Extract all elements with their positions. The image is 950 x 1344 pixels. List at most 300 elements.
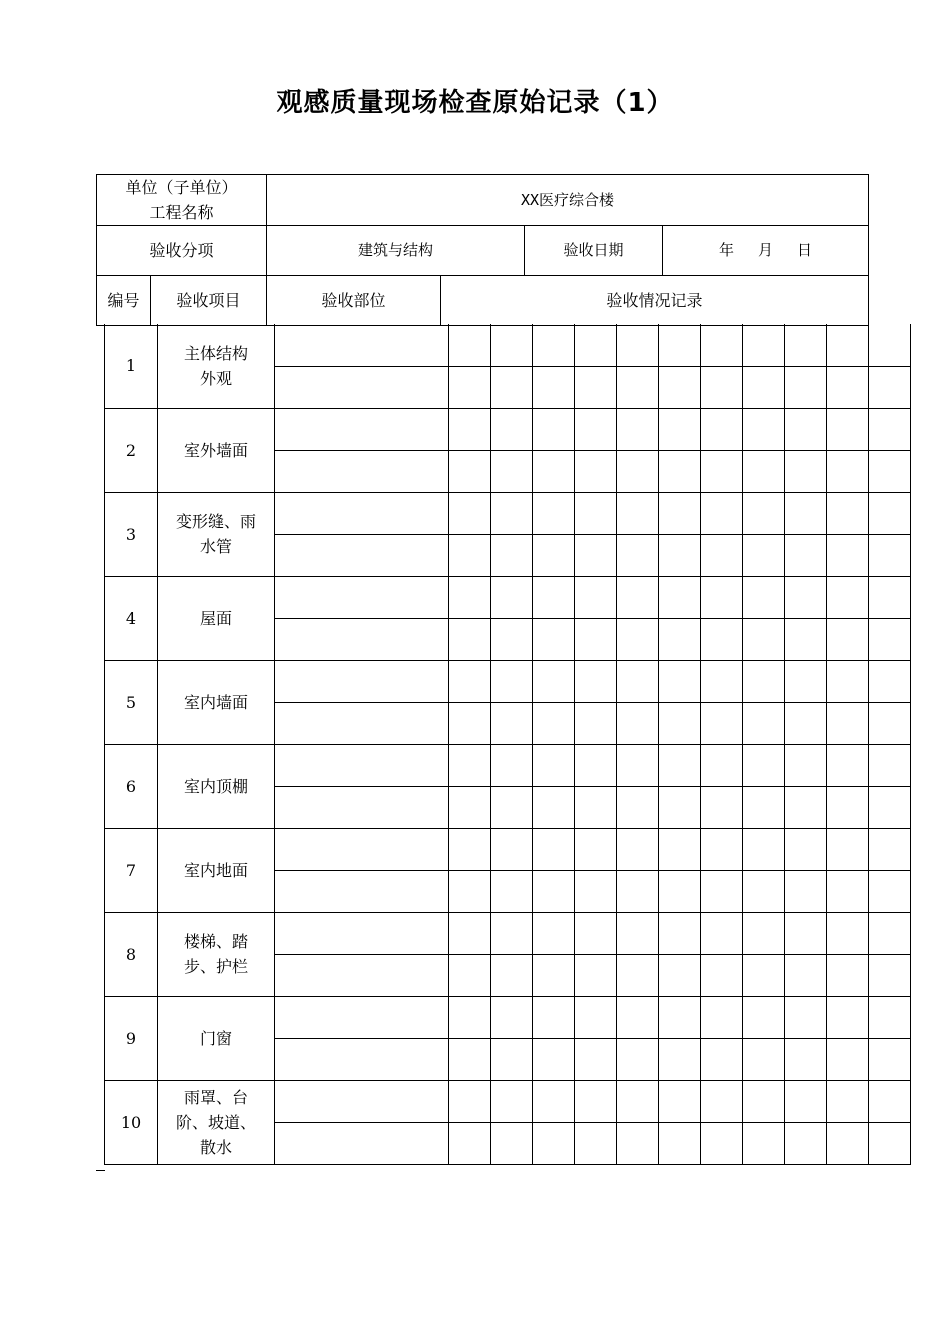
record-cell[interactable] (659, 618, 701, 660)
record-cell[interactable] (533, 408, 575, 450)
record-cell[interactable] (533, 1122, 575, 1164)
record-cell[interactable] (533, 576, 575, 618)
item-name-line: 屋面 (199, 608, 232, 628)
record-cell[interactable] (701, 492, 743, 534)
record-cell[interactable] (533, 912, 575, 954)
record-cell[interactable] (785, 912, 827, 954)
record-cell[interactable] (575, 492, 617, 534)
record-cell[interactable] (869, 744, 911, 786)
project-name-field[interactable]: XX医疗综合楼 (267, 175, 869, 226)
record-cell[interactable] (533, 828, 575, 870)
record-cell[interactable] (491, 1122, 533, 1164)
record-cell[interactable] (491, 912, 533, 954)
record-cell[interactable] (449, 912, 491, 954)
location-cell[interactable] (275, 660, 449, 702)
item-number: 2 (105, 408, 158, 492)
record-cell[interactable] (491, 618, 533, 660)
location-cell[interactable] (275, 1038, 449, 1080)
record-cell[interactable] (869, 534, 911, 576)
record-cell[interactable] (533, 702, 575, 744)
record-cell[interactable] (785, 744, 827, 786)
record-cell[interactable] (617, 618, 659, 660)
record-cell[interactable] (659, 1080, 701, 1122)
record-cell[interactable] (449, 702, 491, 744)
record-cell[interactable] (617, 576, 659, 618)
record-cell[interactable] (449, 996, 491, 1038)
record-cell[interactable] (743, 702, 785, 744)
record-cell[interactable] (785, 408, 827, 450)
item-name-line: 室内墙面 (183, 692, 248, 712)
record-cell[interactable] (617, 1122, 659, 1164)
record-cell[interactable] (785, 996, 827, 1038)
location-cell[interactable] (275, 450, 449, 492)
record-cell[interactable] (575, 576, 617, 618)
record-cell[interactable] (575, 366, 617, 408)
record-cell[interactable] (869, 366, 911, 408)
record-cell[interactable] (743, 996, 785, 1038)
item-name (158, 1080, 275, 1164)
record-cell[interactable] (659, 492, 701, 534)
record-cell[interactable] (827, 366, 869, 408)
record-cell[interactable] (701, 786, 743, 828)
location-cell[interactable] (275, 828, 449, 870)
record-cell[interactable] (785, 702, 827, 744)
record-cell[interactable] (659, 954, 701, 996)
record-cell[interactable] (785, 618, 827, 660)
record-cell[interactable] (533, 534, 575, 576)
record-cell[interactable] (449, 534, 491, 576)
item-name-line: 变形缝、雨 (175, 512, 256, 531)
record-cell[interactable] (659, 744, 701, 786)
record-cell[interactable] (449, 660, 491, 702)
record-cell[interactable] (659, 576, 701, 618)
item-name (158, 408, 275, 492)
record-cell[interactable] (575, 828, 617, 870)
record-cell[interactable] (617, 786, 659, 828)
record-cell[interactable] (659, 702, 701, 744)
record-cell[interactable] (743, 618, 785, 660)
record-cell[interactable] (617, 996, 659, 1038)
location-cell[interactable] (275, 744, 449, 786)
table-row (105, 324, 911, 366)
record-cell[interactable] (575, 408, 617, 450)
record-cell[interactable] (617, 702, 659, 744)
record-cell[interactable] (575, 870, 617, 912)
record-cell[interactable] (659, 1122, 701, 1164)
record-cell[interactable] (827, 1038, 869, 1080)
record-cell[interactable] (659, 828, 701, 870)
record-cell[interactable] (701, 366, 743, 408)
record-cell[interactable] (743, 366, 785, 408)
record-cell[interactable] (869, 1122, 911, 1164)
record-cell[interactable] (827, 1080, 869, 1122)
record-cell[interactable] (617, 870, 659, 912)
record-cell[interactable] (575, 1038, 617, 1080)
record-cell[interactable] (785, 786, 827, 828)
record-cell[interactable] (659, 324, 701, 366)
record-cell[interactable] (785, 1080, 827, 1122)
record-cell[interactable] (743, 408, 785, 450)
record-cell[interactable] (659, 534, 701, 576)
record-cell[interactable] (701, 870, 743, 912)
record-cell[interactable] (827, 576, 869, 618)
record-cell[interactable] (743, 450, 785, 492)
record-cell[interactable] (449, 954, 491, 996)
record-cell[interactable] (827, 828, 869, 870)
record-cell[interactable] (617, 912, 659, 954)
record-cell[interactable] (449, 1080, 491, 1122)
record-cell[interactable] (785, 450, 827, 492)
record-cell[interactable] (617, 324, 659, 366)
item-name (158, 996, 275, 1080)
record-cell[interactable] (701, 828, 743, 870)
location-cell[interactable] (275, 1080, 449, 1122)
record-cell[interactable] (827, 912, 869, 954)
location-cell[interactable] (275, 996, 449, 1038)
record-cell[interactable] (533, 786, 575, 828)
record-cell[interactable] (701, 576, 743, 618)
location-cell[interactable] (275, 786, 449, 828)
record-cell[interactable] (869, 618, 911, 660)
page-title: 观感质量现场检查原始记录（1） (276, 88, 674, 118)
record-cell[interactable] (785, 324, 827, 366)
table-row (105, 1080, 911, 1122)
record-cell[interactable] (617, 660, 659, 702)
date-field[interactable] (663, 226, 869, 276)
record-cell[interactable] (869, 786, 911, 828)
record-cell[interactable] (659, 660, 701, 702)
record-cell[interactable] (743, 912, 785, 954)
item-name (158, 660, 275, 744)
item-name-line: 步、护栏 (183, 957, 248, 976)
col-header-location: 验收部位 (267, 276, 441, 326)
record-cell[interactable] (617, 450, 659, 492)
record-cell[interactable] (701, 534, 743, 576)
record-cell[interactable] (575, 744, 617, 786)
item-name-line: 室内顶棚 (183, 776, 248, 796)
record-cell[interactable] (533, 1080, 575, 1122)
unit-name-label (97, 175, 267, 226)
record-cell[interactable] (491, 576, 533, 618)
record-cell[interactable] (491, 870, 533, 912)
unit-label-line2: 工程名称 (149, 203, 214, 222)
table-row (105, 408, 911, 450)
record-cell[interactable] (701, 702, 743, 744)
record-cell[interactable] (701, 954, 743, 996)
record-cell[interactable] (869, 912, 911, 954)
item-number: 7 (105, 828, 158, 912)
item-name-line: 散水 (199, 1137, 232, 1157)
record-cell[interactable] (827, 324, 869, 366)
table-row (105, 828, 911, 870)
table-row (105, 660, 911, 702)
record-cell[interactable] (617, 744, 659, 786)
record-cell[interactable] (785, 576, 827, 618)
record-cell[interactable] (659, 912, 701, 954)
record-cell[interactable] (533, 450, 575, 492)
record-cell[interactable] (659, 1038, 701, 1080)
record-cell[interactable] (491, 324, 533, 366)
record-cell[interactable] (743, 744, 785, 786)
record-cell[interactable] (449, 828, 491, 870)
record-cell[interactable] (869, 954, 911, 996)
item-name (158, 912, 275, 996)
record-cell[interactable] (743, 576, 785, 618)
record-cell[interactable] (743, 1122, 785, 1164)
record-cell[interactable] (491, 366, 533, 408)
record-cell[interactable] (827, 1122, 869, 1164)
record-cell[interactable] (659, 450, 701, 492)
item-name-line: 室外墙面 (183, 440, 248, 460)
record-cell[interactable] (827, 408, 869, 450)
record-cell[interactable] (617, 408, 659, 450)
location-cell[interactable] (275, 954, 449, 996)
location-cell[interactable] (275, 870, 449, 912)
item-name (158, 828, 275, 912)
record-cell[interactable] (617, 492, 659, 534)
record-cell[interactable] (491, 1080, 533, 1122)
record-cell[interactable] (491, 744, 533, 786)
sub-item-label: 验收分项 (97, 226, 267, 276)
record-cell[interactable] (617, 1038, 659, 1080)
record-cell[interactable] (869, 870, 911, 912)
record-cell[interactable] (449, 366, 491, 408)
record-cell[interactable] (827, 954, 869, 996)
record-cell[interactable] (785, 366, 827, 408)
record-cell[interactable] (533, 1038, 575, 1080)
item-name-line: 水管 (199, 537, 232, 556)
location-cell[interactable] (275, 492, 449, 534)
record-cell[interactable] (785, 534, 827, 576)
record-cell[interactable] (743, 324, 785, 366)
record-cell[interactable] (449, 324, 491, 366)
record-cell[interactable] (869, 1038, 911, 1080)
record-cell[interactable] (575, 996, 617, 1038)
item-name-line: 雨罩、台 (183, 1087, 248, 1107)
record-cell[interactable] (701, 618, 743, 660)
record-cell[interactable] (785, 492, 827, 534)
record-cell[interactable] (785, 828, 827, 870)
record-cell[interactable] (449, 786, 491, 828)
record-cell[interactable] (743, 870, 785, 912)
record-cell[interactable] (785, 1122, 827, 1164)
record-cell[interactable] (449, 618, 491, 660)
record-cell[interactable] (491, 786, 533, 828)
item-number: 10 (105, 1080, 158, 1164)
date-year: 年 (718, 241, 734, 259)
record-cell[interactable] (533, 660, 575, 702)
item-number: 8 (105, 912, 158, 996)
record-cell[interactable] (743, 492, 785, 534)
record-cell[interactable] (869, 324, 911, 366)
date-day: 日 (797, 241, 813, 259)
record-cell[interactable] (869, 702, 911, 744)
record-cell[interactable] (617, 366, 659, 408)
record-cell[interactable] (869, 1080, 911, 1122)
record-cell[interactable] (827, 618, 869, 660)
record-cell[interactable] (701, 912, 743, 954)
record-cell[interactable] (617, 954, 659, 996)
record-cell[interactable] (449, 576, 491, 618)
record-cell[interactable] (701, 996, 743, 1038)
item-name (158, 744, 275, 828)
record-cell[interactable] (533, 324, 575, 366)
record-cell[interactable] (827, 702, 869, 744)
record-cell[interactable] (869, 576, 911, 618)
record-cell[interactable] (785, 870, 827, 912)
record-cell[interactable] (491, 954, 533, 996)
record-cell[interactable] (533, 618, 575, 660)
unit-label-line1: 单位（子单位） (125, 178, 238, 197)
record-cell[interactable] (701, 1080, 743, 1122)
record-cell[interactable] (827, 870, 869, 912)
record-cell[interactable] (491, 1038, 533, 1080)
record-cell[interactable] (827, 492, 869, 534)
record-cell[interactable] (575, 786, 617, 828)
record-cell[interactable] (743, 660, 785, 702)
record-cell[interactable] (575, 618, 617, 660)
record-cell[interactable] (743, 1080, 785, 1122)
record-cell[interactable] (743, 1038, 785, 1080)
location-cell[interactable] (275, 324, 449, 366)
record-cell[interactable] (575, 702, 617, 744)
record-cell[interactable] (575, 450, 617, 492)
record-cell[interactable] (827, 450, 869, 492)
record-cell[interactable] (701, 408, 743, 450)
record-cell[interactable] (533, 954, 575, 996)
location-cell[interactable] (275, 366, 449, 408)
record-cell[interactable] (701, 1122, 743, 1164)
item-name-line: 楼梯、踏 (183, 932, 248, 951)
header-table (96, 174, 869, 326)
record-cell[interactable] (785, 954, 827, 996)
item-name-line: 门窗 (199, 1028, 232, 1048)
item-number: 5 (105, 660, 158, 744)
location-cell[interactable] (275, 1122, 449, 1164)
record-cell[interactable] (701, 324, 743, 366)
record-cell[interactable] (533, 870, 575, 912)
record-cell[interactable] (533, 366, 575, 408)
record-cell[interactable] (491, 492, 533, 534)
record-cell[interactable] (827, 744, 869, 786)
record-cell[interactable] (533, 744, 575, 786)
record-cell[interactable] (491, 450, 533, 492)
record-cell[interactable] (617, 534, 659, 576)
record-cell[interactable] (659, 366, 701, 408)
date-month: 月 (758, 241, 774, 259)
location-cell[interactable] (275, 618, 449, 660)
record-cell[interactable] (491, 660, 533, 702)
record-cell[interactable] (491, 828, 533, 870)
col-header-record: 验收情况记录 (441, 276, 869, 326)
record-cell[interactable] (659, 870, 701, 912)
record-cell[interactable] (869, 408, 911, 450)
record-cell[interactable] (785, 660, 827, 702)
date-label: 验收日期 (525, 226, 663, 276)
record-cell[interactable] (743, 534, 785, 576)
item-number: 4 (105, 576, 158, 660)
location-cell[interactable] (275, 534, 449, 576)
record-cell[interactable] (869, 492, 911, 534)
item-name-line: 室内地面 (183, 860, 248, 880)
record-cell[interactable] (617, 1080, 659, 1122)
record-cell[interactable] (449, 408, 491, 450)
location-cell[interactable] (275, 576, 449, 618)
record-cell[interactable] (449, 492, 491, 534)
item-name-line: 外观 (199, 368, 232, 388)
item-number: 3 (105, 492, 158, 576)
record-cell[interactable] (743, 954, 785, 996)
record-cell[interactable] (701, 660, 743, 702)
record-cell[interactable] (575, 1122, 617, 1164)
record-cell[interactable] (869, 996, 911, 1038)
record-cell[interactable] (827, 534, 869, 576)
record-cell[interactable] (491, 534, 533, 576)
table-row (105, 492, 911, 534)
record-cell[interactable] (827, 786, 869, 828)
record-cell[interactable] (575, 1080, 617, 1122)
record-cell[interactable] (701, 450, 743, 492)
record-cell[interactable] (449, 450, 491, 492)
record-cell[interactable] (449, 1038, 491, 1080)
item-number: 9 (105, 996, 158, 1080)
col-header-number: 编号 (97, 276, 151, 326)
record-cell[interactable] (575, 534, 617, 576)
table-row (105, 744, 911, 786)
record-cell[interactable] (785, 1038, 827, 1080)
record-cell[interactable] (449, 744, 491, 786)
record-cell[interactable] (575, 324, 617, 366)
sub-item-value[interactable]: 建筑与结构 (267, 226, 525, 276)
record-cell[interactable] (617, 828, 659, 870)
record-cell[interactable] (659, 996, 701, 1038)
record-cell[interactable] (659, 786, 701, 828)
location-cell[interactable] (275, 912, 449, 954)
record-cell[interactable] (701, 744, 743, 786)
record-cell[interactable] (869, 828, 911, 870)
table-row (105, 576, 911, 618)
item-number: 6 (105, 744, 158, 828)
item-name (158, 324, 275, 408)
item-name-line: 主体结构 (183, 343, 248, 363)
record-cell[interactable] (827, 660, 869, 702)
location-cell[interactable] (275, 702, 449, 744)
record-cell[interactable] (449, 870, 491, 912)
record-cell[interactable] (869, 660, 911, 702)
record-cell[interactable] (869, 450, 911, 492)
item-number: 1 (105, 324, 158, 408)
record-cell[interactable] (491, 996, 533, 1038)
inspection-table (104, 324, 911, 1165)
record-cell[interactable] (701, 1038, 743, 1080)
record-cell[interactable] (743, 786, 785, 828)
location-cell[interactable] (275, 408, 449, 450)
record-cell[interactable] (533, 996, 575, 1038)
item-name (158, 576, 275, 660)
record-cell[interactable] (659, 408, 701, 450)
record-cell[interactable] (827, 996, 869, 1038)
table-row (105, 996, 911, 1038)
record-cell[interactable] (491, 408, 533, 450)
record-cell[interactable] (575, 912, 617, 954)
record-cell[interactable] (575, 660, 617, 702)
record-cell[interactable] (491, 702, 533, 744)
record-cell[interactable] (449, 1122, 491, 1164)
record-cell[interactable] (743, 828, 785, 870)
record-cell[interactable] (575, 954, 617, 996)
record-cell[interactable] (533, 492, 575, 534)
col-header-item: 验收项目 (151, 276, 267, 326)
